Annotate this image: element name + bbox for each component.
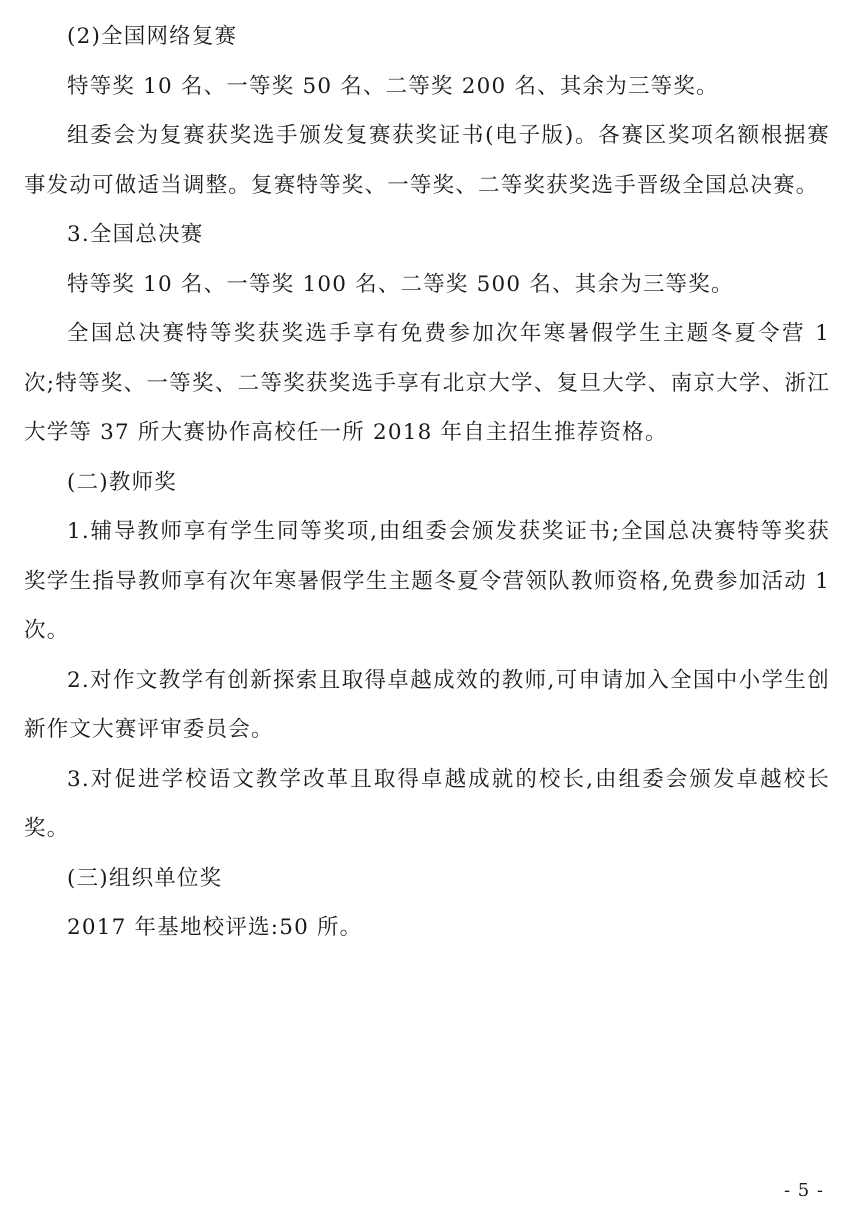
organization-award-detail: 2017 年基地校评选:50 所。 bbox=[67, 915, 363, 940]
teacher-award-item-3: 3.对促进学校语文教学改革且取得卓越成就的校长,由组委会颁发卓越校长奖。 bbox=[24, 766, 830, 841]
document-page bbox=[24, 12, 830, 953]
final-award-quota: 特等奖 10 名、一等奖 100 名、二等奖 500 名、其余为三等奖。 bbox=[67, 271, 734, 297]
page-number: - 5 - bbox=[783, 1180, 824, 1201]
teacher-award-item-2: 2.对作文教学有创新探索且取得卓越成效的教师,可申请加入全国中小学生创新作文大赛评审委员会。 bbox=[24, 667, 830, 742]
teacher-award-item-1: 1.辅导教师享有学生同等奖项,由组委会颁发获奖证书;全国总决赛特等奖获奖学生指导教师享有次年寒暑假学生主题冬夏令营领队教师资格,免费参加活动 1 次。 bbox=[24, 519, 830, 643]
final-award-benefits: 全国总决赛特等奖获奖选手享有免费参加次年寒暑假学生主题冬夏令营 1 次;特等奖、一等奖、二等奖获奖选手享有北京大学、复旦大学、南京大学、浙江大学等 37 所大赛协作高校任一所 2018 年自主招生推荐资格。 bbox=[24, 321, 830, 445]
semifinal-certificate-note: 组委会为复赛获奖选手颁发复赛获奖证书(电子版)。各赛区奖项名额根据赛事发动可做适当调整。复赛特等奖、一等奖、二等奖获奖选手晋级全国总决赛。 bbox=[24, 123, 830, 198]
semifinal-award-quota: 特等奖 10 名、一等奖 50 名、二等奖 200 名、其余为三等奖。 bbox=[67, 73, 719, 99]
heading-national-online-semifinal: (2)全国网络复赛 bbox=[67, 24, 238, 49]
heading-national-final: 3.全国总决赛 bbox=[67, 222, 204, 247]
heading-organization-award: (三)组织单位奖 bbox=[67, 865, 223, 891]
heading-teacher-award: (二)教师奖 bbox=[67, 469, 177, 495]
